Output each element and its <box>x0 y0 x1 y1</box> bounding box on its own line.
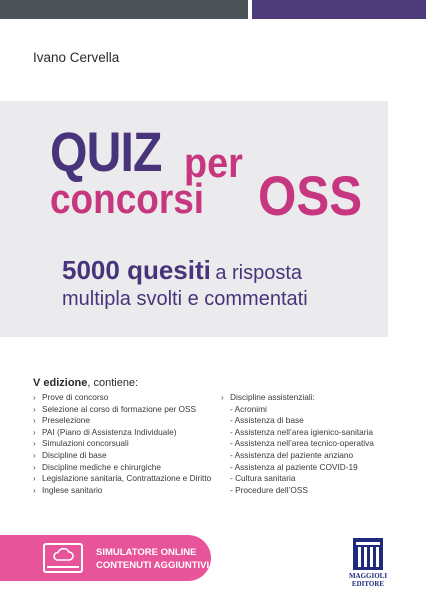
list-item-text: PAI (Piano di Assistenza Individuale) <box>42 426 177 437</box>
list-subitem: - Assistenza di base <box>230 415 304 426</box>
list-heading-text: Discipline assistenziali: <box>230 392 315 402</box>
cloud-icon <box>52 547 74 561</box>
bullet-icon: › <box>33 474 36 484</box>
list-subitem: - Assistenza al paziente COVID-19 <box>230 461 358 472</box>
list-subitem: - Assistenza nell’area tecnico-operativa <box>230 438 374 449</box>
contents-list-right <box>221 392 374 496</box>
bullet-icon: › <box>33 416 36 426</box>
list-item-text: Selezione al corso di formazione per OSS <box>42 403 197 414</box>
author-name: Ivano Cervella <box>33 50 120 65</box>
list-item <box>33 404 211 416</box>
list-item <box>33 450 211 462</box>
list-item <box>33 415 211 427</box>
subtitle-line-1 <box>62 257 302 283</box>
list-item <box>33 485 211 497</box>
title-line-2 <box>50 164 363 227</box>
list-item-text: Preselezione <box>42 415 90 426</box>
top-band-purple <box>252 0 426 19</box>
list-item-text: Discipline di base <box>42 449 107 460</box>
bullet-icon: › <box>33 393 36 402</box>
list-item-text: Simulazioni concorsuali <box>42 438 129 449</box>
publisher-logo <box>339 538 397 594</box>
list-subitem: - Assistenza del paziente anziano <box>230 449 354 460</box>
list-item <box>33 462 211 474</box>
list-subitem: - Acronimi <box>230 403 267 414</box>
list-item-text: Prove di concorso <box>42 392 109 402</box>
publisher-line-2: EDITORE <box>351 580 385 588</box>
list-subitem: - Cultura sanitaria <box>230 473 296 484</box>
list-item <box>33 438 211 450</box>
list-item <box>33 473 211 485</box>
edition-line <box>33 377 138 389</box>
online-content-banner <box>0 535 211 581</box>
title-oss: OSS <box>258 164 363 227</box>
bullet-icon: › <box>33 439 36 449</box>
edition-rest: , contiene: <box>87 377 139 389</box>
contents-list-left <box>33 392 211 496</box>
bullet-icon: › <box>33 404 36 414</box>
top-color-band <box>0 0 426 19</box>
list-subitem: - Procedure dell’OSS <box>230 484 308 495</box>
promo-line-1: SIMULATORE ONLINE <box>96 547 197 558</box>
publisher-line-1: MAGGIOLI <box>348 572 388 580</box>
bullet-icon: › <box>33 450 36 460</box>
title-concorsi: concorsi <box>50 175 205 222</box>
subtitle-count: 5000 quesiti <box>62 255 211 285</box>
publisher-name <box>339 572 397 588</box>
subtitle-rest: a risposta <box>215 262 303 284</box>
title-quiz: QUIZ <box>50 120 162 183</box>
list-item-text: Legislazione sanitaria, Contrattazione e Diritto <box>42 473 212 484</box>
list-item <box>33 427 211 439</box>
subtitle-line-2: multipla svolti e commentati <box>62 288 308 310</box>
bullet-icon: › <box>33 485 36 495</box>
bullet-icon: › <box>33 462 36 472</box>
title-line-1 <box>50 120 243 186</box>
promo-line-2: CONTENUTI AGGIUNTIVI <box>96 560 210 571</box>
list-heading <box>221 392 374 404</box>
list-item-text: Discipline mediche e chirurgiche <box>42 461 161 472</box>
list-item <box>33 392 211 404</box>
edition-label: V edizione <box>33 377 88 389</box>
list-subitem: - Assistenza nell’area igienico-sanitaria <box>230 426 373 437</box>
bullet-icon: › <box>33 427 36 437</box>
list-item-text: Inglese sanitario <box>42 484 103 495</box>
bullet-icon: › <box>221 393 224 402</box>
title-per: per <box>184 139 243 186</box>
top-band-gray <box>0 0 248 19</box>
publisher-mark-icon <box>353 538 383 570</box>
